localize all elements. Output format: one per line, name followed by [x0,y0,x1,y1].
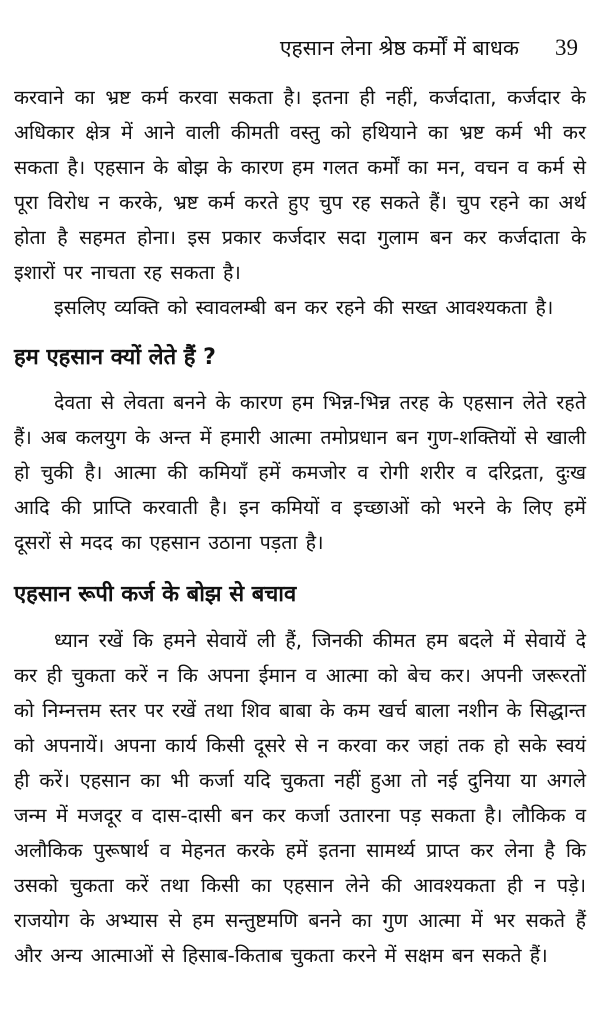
paragraph-protection: ध्यान रखें कि हमने सेवायें ली हैं, जिनकी कीमत हम बदले में सेवायें दे कर ही चुकता करें न कि अपना ईमान व आत्मा को बेच कर। अपनी जरूरतों को निम्नत्तम स्तर पर रखें तथा शिव बाबा के कम खर्च बाला नशीन के सिद्धान्त को अपनायें। अपना कार्य किसी दूसरे से न करवा कर जहां तक हो सके स्वयं ही करें। एहसान का भी कर्जा यदि चुकता नहीं हुआ तो नई दुनिया या अगले जन्म में मजदूर व दास-दासी बन कर कर्जा उतारना पड़ सकता है। लौकिक व अलौकिक पुरूषार्थ व मेहनत करके हमें इतना सामर्थ्य प्राप्त कर लेना है कि उसको चुकता करें तथा किसी का एहसान लेने की आवश्यकता ही न पड़े। राजयोग के अभ्यास से हम सन्तुष्टमणि बनने का गुण आत्मा में भर सकते हैं और अन्य आत्माओं से हिसाब-किताब चुकता करने में सक्षम बन सकते हैं। [14,629,586,967]
paragraph-self-reliance: इसलिए व्यक्ति को स्वावलम्बी बन कर रहने की सख्त आवश्यकता है। [54,296,554,319]
page-body [14,80,586,973]
page-number: 39 [555,35,578,60]
running-header [280,34,578,62]
section-heading-why-favours: हम एहसान क्यों लेते हैं ? [14,345,216,370]
section-heading-protection: एहसान रूपी कर्ज के बोझ से बचाव [14,582,297,607]
paragraph-why-favours: देवता से लेवता बनने के कारण हम भिन्न-भिन्न तरह के एहसान लेते रहते हैं। अब कलयुग के अन्त में हमारी आत्मा तमोप्रधान बन गुण-शक्तियों से खाली हो चुकी है। आत्मा की कमियाँ हमें कमजोर व रोगी शरीर व दरिद्रता, दुःख आदि की प्राप्ति करवाती है। इन कमियों व इच्छाओं को भरने के लिए हमें दूसरों से मदद का एहसान उठाना पड़ता है। [14,391,586,554]
running-header-title: एहसान लेना श्रेष्ठ कर्मों में बाधक [279,36,519,60]
paragraph-continued: करवाने का भ्रष्ट कर्म करवा सकता है। इतना ही नहीं, कर्जदाता, कर्जदार के अधिकार क्षेत्र में आने वाली कीमती वस्तु को हथियाने का भ्रष्ट कर्म भी कर सकता है। एहसान के बोझ के कारण हम गलत कर्मों का मन, वचन व कर्म से पूरा विरोध न करके, भ्रष्ट कर्म करते हुए चुप रह सकते हैं। चुप रहने का अर्थ होता है सहमत होना। इस प्रकार कर्जदार सदा गुलाम बन कर कर्जदाता के इशारों पर नाचता रह सकता है। [14,86,586,284]
